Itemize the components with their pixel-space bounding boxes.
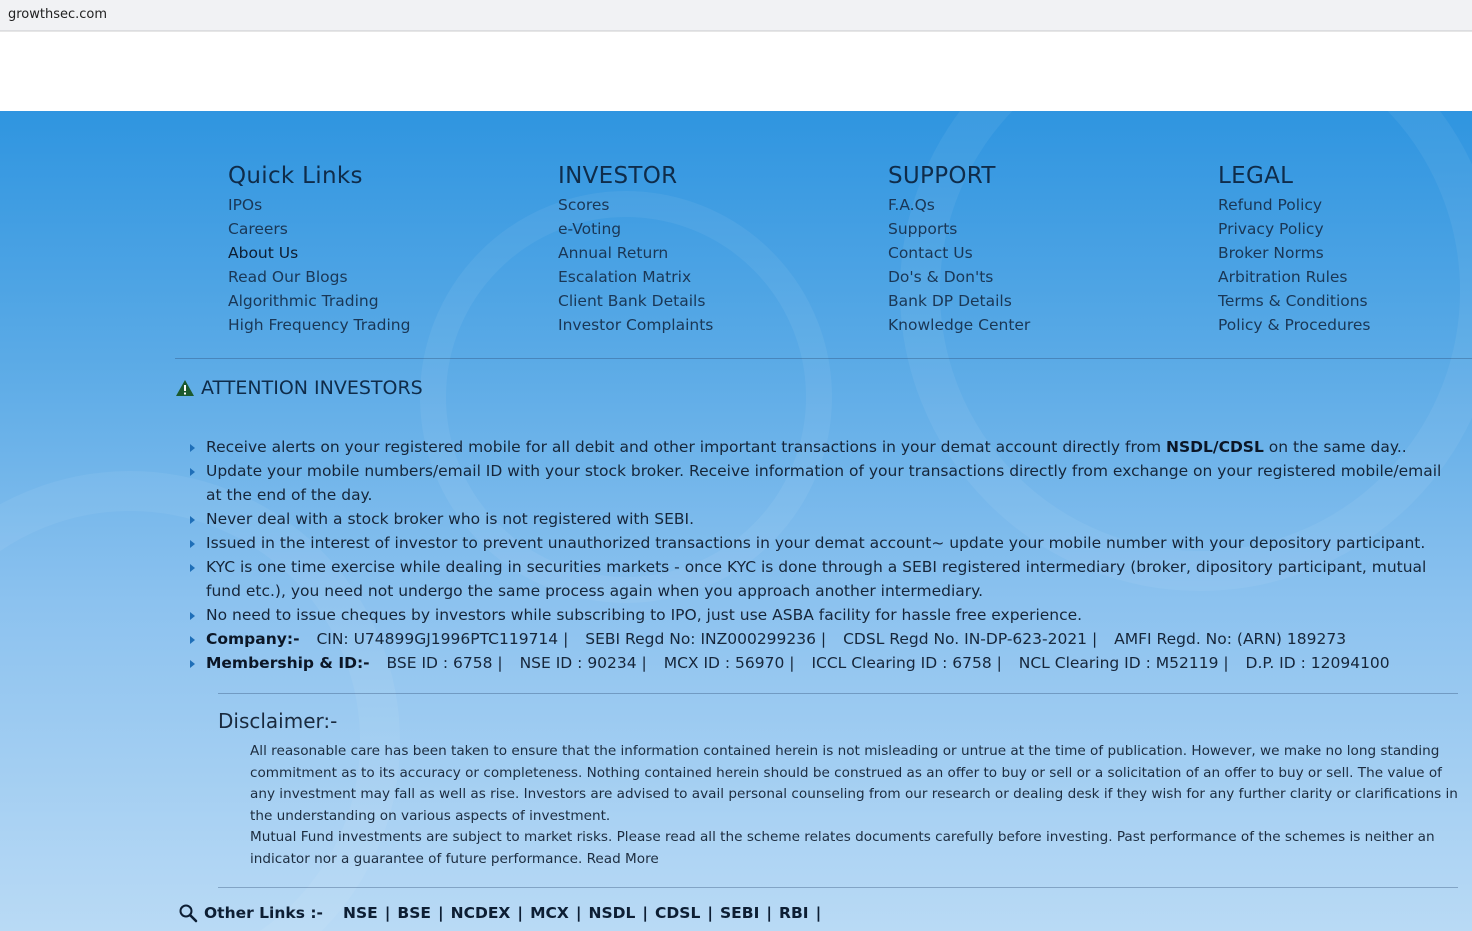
list-item: KYC is one time exercise while dealing in securities markets - once KYC is done through a SEBI registered intermediary (broker, dipository participant, mutual fund etc.), you need not undergo the same process again when you approach another intermediary. bbox=[188, 555, 1458, 603]
link-nsdl[interactable]: NSDL bbox=[588, 904, 636, 922]
separator: | bbox=[437, 904, 444, 922]
link-contact-us[interactable]: Contact Us bbox=[888, 244, 973, 262]
membership-info bbox=[188, 651, 1458, 675]
divider bbox=[218, 887, 1458, 888]
link-about-us[interactable]: About Us bbox=[228, 244, 299, 262]
divider bbox=[175, 358, 1472, 359]
separator: | bbox=[384, 904, 391, 922]
separator: | bbox=[642, 904, 649, 922]
footer-col-support bbox=[888, 163, 1030, 337]
link-ipos[interactable]: IPOs bbox=[228, 196, 263, 214]
other-links-label: Other Links :- bbox=[204, 904, 323, 922]
separator: | bbox=[815, 904, 822, 922]
sebi-regd-value: SEBI Regd No: INZ000299236 | bbox=[585, 630, 827, 648]
list-item: Update your mobile numbers/email ID with your stock broker. Receive information of your transactions directly from exchange on your registered mobile/email at the end of the day. bbox=[188, 459, 1458, 507]
link-arbitration-rules[interactable]: Arbitration Rules bbox=[1218, 268, 1348, 286]
bse-id: BSE ID : 6758 | bbox=[386, 654, 503, 672]
link-mcx[interactable]: MCX bbox=[530, 904, 569, 922]
disclaimer-title: Disclaimer:- bbox=[218, 709, 338, 733]
link-ncdex[interactable]: NCDEX bbox=[450, 904, 511, 922]
col-title: LEGAL bbox=[1218, 163, 1294, 189]
list-item bbox=[188, 435, 1458, 459]
list-item: No need to issue cheques by investors while subscribing to IPO, just use ASBA facility for hassle free experience. bbox=[188, 603, 1458, 627]
dp-id: D.P. ID : 12094100 bbox=[1245, 654, 1390, 672]
link-refund-policy[interactable]: Refund Policy bbox=[1218, 196, 1323, 214]
link-terms-conditions[interactable]: Terms & Conditions bbox=[1218, 292, 1368, 310]
cdsl-regd-value: CDSL Regd No. IN-DP-623-2021 | bbox=[843, 630, 1098, 648]
list-item: Issued in the interest of investor to prevent unauthorized transactions in your demat account~ update your mobile number with your depository participant. bbox=[188, 531, 1458, 555]
header-area bbox=[0, 31, 1472, 112]
separator: | bbox=[707, 904, 714, 922]
link-knowledge-center[interactable]: Knowledge Center bbox=[888, 316, 1031, 334]
cin-value: CIN: U74899GJ1996PTC119714 | bbox=[316, 630, 569, 648]
link-bse[interactable]: BSE bbox=[397, 904, 431, 922]
link-hft[interactable]: High Frequency Trading bbox=[228, 316, 411, 334]
link-supports[interactable]: Supports bbox=[888, 220, 958, 238]
link-dos-donts[interactable]: Do's & Don'ts bbox=[888, 268, 994, 286]
link-rbi[interactable]: RBI bbox=[779, 904, 809, 922]
footer-col-investor bbox=[558, 163, 713, 337]
link-broker-norms[interactable]: Broker Norms bbox=[1218, 244, 1324, 262]
site-footer bbox=[0, 111, 1472, 931]
col-title: Quick Links bbox=[228, 163, 363, 189]
disclaimer-para: All reasonable care has been taken to ensure that the information contained herein is not misleading or untrue at the time of publication. However, we make no long standing commitment as to its accuracy or completeness. Nothing contained herein should be construed as an offer to buy or sell or a solicitation of an offer to buy or sell. The value of any investment may fall as well as rise. Investors are advised to avail personal counseling from our research or dealing desk if they wish for any further clarity or clarifications in the understanding on various aspects of investment. bbox=[250, 743, 1458, 824]
ncl-id: NCL Clearing ID : M52119 | bbox=[1018, 654, 1229, 672]
link-annual-return[interactable]: Annual Return bbox=[558, 244, 669, 262]
separator: | bbox=[517, 904, 524, 922]
iccl-id: ICCL Clearing ID : 6758 | bbox=[811, 654, 1002, 672]
link-careers[interactable]: Careers bbox=[228, 220, 288, 238]
link-sebi[interactable]: SEBI bbox=[720, 904, 760, 922]
disclaimer-text bbox=[250, 741, 1460, 871]
membership-label: Membership & ID:- bbox=[206, 654, 370, 672]
divider bbox=[218, 693, 1458, 694]
warning-icon bbox=[175, 379, 195, 397]
note-text: Receive alerts on your registered mobile for all debit and other important transactions in your demat account directly from bbox=[206, 438, 1167, 456]
company-info bbox=[188, 627, 1458, 651]
col-title: INVESTOR bbox=[558, 163, 678, 189]
link-client-bank-details[interactable]: Client Bank Details bbox=[558, 292, 706, 310]
nse-id: NSE ID : 90234 | bbox=[519, 654, 647, 672]
attention-heading bbox=[175, 377, 423, 399]
link-blogs[interactable]: Read Our Blogs bbox=[228, 268, 348, 286]
investor-notes-list bbox=[188, 435, 1458, 675]
search-icon bbox=[178, 903, 198, 923]
link-evoting[interactable]: e-Voting bbox=[558, 220, 622, 238]
link-cdsl[interactable]: CDSL bbox=[655, 904, 701, 922]
disclaimer-para: Mutual Fund investments are subject to market risks. Please read all the scheme relates documents carefully before investing. Past performance of the schemes is neither an indicator nor a guarantee of future performance. Read More bbox=[250, 829, 1435, 867]
note-bold: NSDL/CDSL bbox=[1166, 438, 1264, 456]
link-algo-trading[interactable]: Algorithmic Trading bbox=[228, 292, 379, 310]
col-title: SUPPORT bbox=[888, 163, 996, 189]
link-policy-procedures[interactable]: Policy & Procedures bbox=[1218, 316, 1371, 334]
link-privacy-policy[interactable]: Privacy Policy bbox=[1218, 220, 1324, 238]
footer-col-quick-links bbox=[228, 163, 410, 337]
mcx-id: MCX ID : 56970 | bbox=[663, 654, 795, 672]
footer-col-legal bbox=[1218, 163, 1370, 337]
link-nse[interactable]: NSE bbox=[342, 904, 378, 922]
link-scores[interactable]: Scores bbox=[558, 196, 610, 214]
url-text[interactable]: growthsec.com bbox=[8, 7, 108, 22]
note-text: on the same day.. bbox=[1263, 438, 1407, 456]
other-links bbox=[178, 903, 828, 923]
address-bar[interactable] bbox=[0, 0, 1472, 31]
amfi-regd-value: AMFI Regd. No: (ARN) 189273 bbox=[1114, 630, 1347, 648]
link-faqs[interactable]: F.A.Qs bbox=[888, 196, 935, 214]
link-escalation-matrix[interactable]: Escalation Matrix bbox=[558, 268, 692, 286]
separator: | bbox=[766, 904, 773, 922]
separator: | bbox=[575, 904, 582, 922]
attention-title: ATTENTION INVESTORS bbox=[201, 377, 423, 399]
company-label: Company:- bbox=[206, 630, 300, 648]
link-bank-dp-details[interactable]: Bank DP Details bbox=[888, 292, 1012, 310]
list-item: Never deal with a stock broker who is not registered with SEBI. bbox=[188, 507, 1458, 531]
link-investor-complaints[interactable]: Investor Complaints bbox=[558, 316, 714, 334]
